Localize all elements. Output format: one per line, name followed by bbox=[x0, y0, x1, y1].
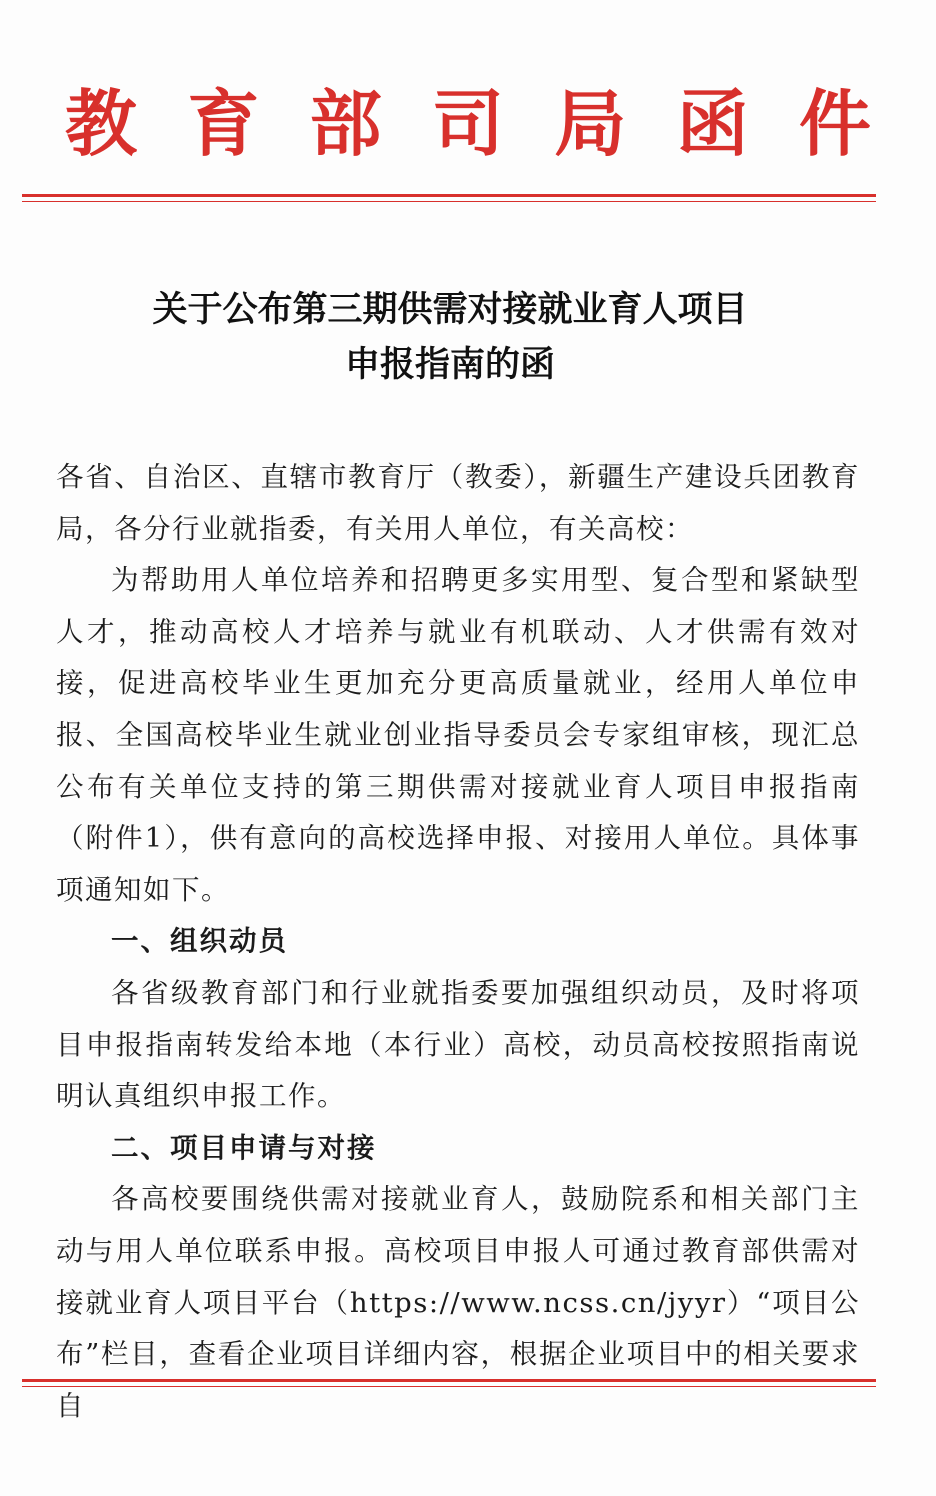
section-heading-2: 二、项目申请与对接 bbox=[111, 1131, 377, 1164]
letterhead-char: 育 bbox=[187, 82, 260, 166]
letterhead-divider bbox=[22, 194, 876, 202]
document-title-line-1: 关于公布第三期供需对接就业育人项目 bbox=[152, 289, 748, 330]
footer-divider bbox=[22, 1379, 876, 1387]
letterhead-char: 部 bbox=[309, 82, 382, 166]
document-body bbox=[56, 452, 860, 1432]
intro-paragraph: 为帮助用人单位培养和招聘更多实用型、复合型和紧缺型人才，推动高校人才培养与就业有机联动、人才供需有效对接，促进高校毕业生更加充分更高质量就业，经用人单位申报、全国高校毕业生就业创业指导委员会专家组审核，现汇总公布有关单位支持的第三期供需对接就业育人项目申报指南（附件1），供有意向的高校选择申报、对接用人单位。具体事项通知如下。 bbox=[56, 564, 860, 906]
salutation: 各省、自治区、直辖市教育厅（教委），新疆生产建设兵团教育局，各分行业就指委，有关用人单位，有关高校： bbox=[56, 461, 860, 545]
letterhead-char: 局 bbox=[554, 82, 627, 166]
letterhead-char: 教 bbox=[64, 82, 137, 166]
letterhead-char: 司 bbox=[431, 82, 504, 166]
section-1-paragraph: 各省级教育部门和行业就指委要加强组织动员，及时将项目申报指南转发给本地（本行业）高校，动员高校按照指南说明认真组织申报工作。 bbox=[56, 976, 860, 1113]
section-2-paragraph: 各高校要围绕供需对接就业育人，鼓励院系和相关部门主动与用人单位联系申报。高校项目申报人可通过教育部供需对接就业育人项目平台（https://www.ncss.cn/jyyr）“项目公布”栏目，查看企业项目详细内容，根据企业项目中的相关要求自 bbox=[56, 1183, 860, 1422]
letterhead-char: 函 bbox=[676, 82, 749, 166]
document-title bbox=[0, 282, 900, 392]
section-heading-1: 一、组织动员 bbox=[111, 925, 288, 958]
letterhead-title bbox=[56, 82, 880, 166]
document-title-line-2: 申报指南的函 bbox=[344, 344, 555, 385]
letterhead-char: 件 bbox=[798, 82, 871, 166]
